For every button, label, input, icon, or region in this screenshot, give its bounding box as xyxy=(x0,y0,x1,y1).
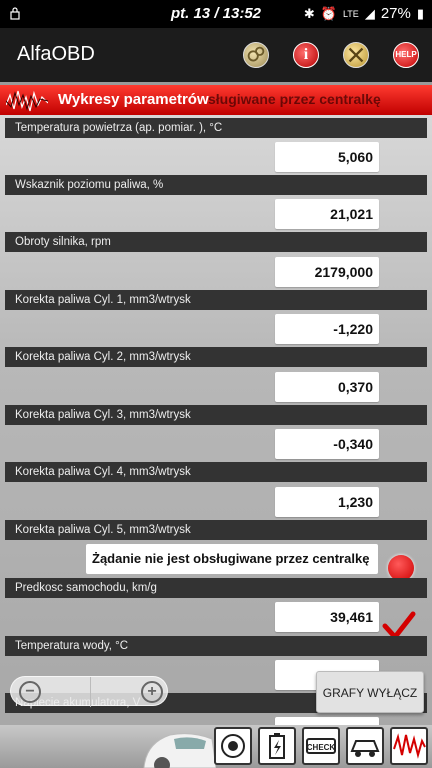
unsupported-message: Żądanie nie jest obsługiwane przez centralkę xyxy=(86,544,378,574)
param-value[interactable]: -0,340 xyxy=(275,429,379,459)
param-label: Obroty silnika, rpm xyxy=(5,232,427,252)
param-label: Korekta paliwa Cyl. 3, mm3/wtrysk xyxy=(5,405,427,425)
network-type: LTE xyxy=(342,8,359,19)
battery-level: 27% xyxy=(380,5,411,22)
app-title: AlfaOBD xyxy=(17,43,95,65)
param-label: Korekta paliwa Cyl. 2, mm3/wtrysk xyxy=(5,347,427,367)
graphs-waveform-icon[interactable] xyxy=(390,727,428,765)
zoom-out-icon[interactable]: − xyxy=(19,681,41,703)
help-icon[interactable]: HELP xyxy=(393,42,419,68)
battery-icon: ▮ xyxy=(416,5,424,21)
car-diagnostics-icon[interactable] xyxy=(346,727,384,765)
param-value[interactable]: -1,220 xyxy=(275,314,379,344)
param-value[interactable]: 1,230 xyxy=(275,487,379,517)
bottom-toolbar xyxy=(0,725,432,768)
signal-icon: ◢ xyxy=(364,5,375,21)
param-value[interactable]: 0,370 xyxy=(275,372,379,402)
status-bar xyxy=(0,0,432,28)
section-title: Wykresy parametrów xyxy=(58,91,209,108)
zoom-divider xyxy=(90,677,91,707)
param-value[interactable] xyxy=(275,717,379,725)
param-value[interactable]: 21,021 xyxy=(275,199,379,229)
waveform-icon xyxy=(6,87,48,113)
parameter-list[interactable] xyxy=(0,115,432,725)
param-label: Temperatura wody, °C xyxy=(5,636,427,656)
param-label: Korekta paliwa Cyl. 1, mm3/wtrysk xyxy=(5,290,427,310)
check-label: CHECK xyxy=(306,743,336,752)
param-label: Temperatura powietrza (ap. pomiar. ), °C xyxy=(5,118,427,138)
param-label: Korekta paliwa Cyl. 5, mm3/wtrysk xyxy=(5,520,427,540)
param-label: Wskaznik poziomu paliwa, % xyxy=(5,175,427,195)
section-ghost-text: sługiwane przez centralkę xyxy=(208,91,381,107)
check-engine-icon[interactable] xyxy=(302,727,340,765)
speaker-icon[interactable] xyxy=(214,727,252,765)
zoom-in-icon[interactable]: + xyxy=(141,681,163,703)
graphs-off-button[interactable]: GRAFY WYŁĄCZ xyxy=(316,671,424,713)
param-label: Predkosc samochodu, km/g xyxy=(5,578,427,598)
info-icon[interactable]: i xyxy=(293,42,319,68)
settings-gear-icon[interactable] xyxy=(243,42,269,68)
param-label: Korekta paliwa Cyl. 4, mm3/wtrysk xyxy=(5,462,427,482)
tools-icon[interactable] xyxy=(343,42,369,68)
battery-charge-icon[interactable] xyxy=(258,727,296,765)
zoom-control xyxy=(10,676,168,706)
section-header xyxy=(0,85,432,115)
app-bar xyxy=(0,28,432,82)
car-image xyxy=(140,725,216,768)
param-value[interactable]: 5,060 xyxy=(275,142,379,172)
bluetooth-icon: ✱ xyxy=(303,5,315,21)
param-value[interactable]: 2179,000 xyxy=(275,257,379,287)
param-value[interactable]: 39,461 xyxy=(275,602,379,632)
status-time: pt. 13 / 13:52 xyxy=(170,5,262,22)
alarm-icon: ⏰ xyxy=(320,5,337,21)
